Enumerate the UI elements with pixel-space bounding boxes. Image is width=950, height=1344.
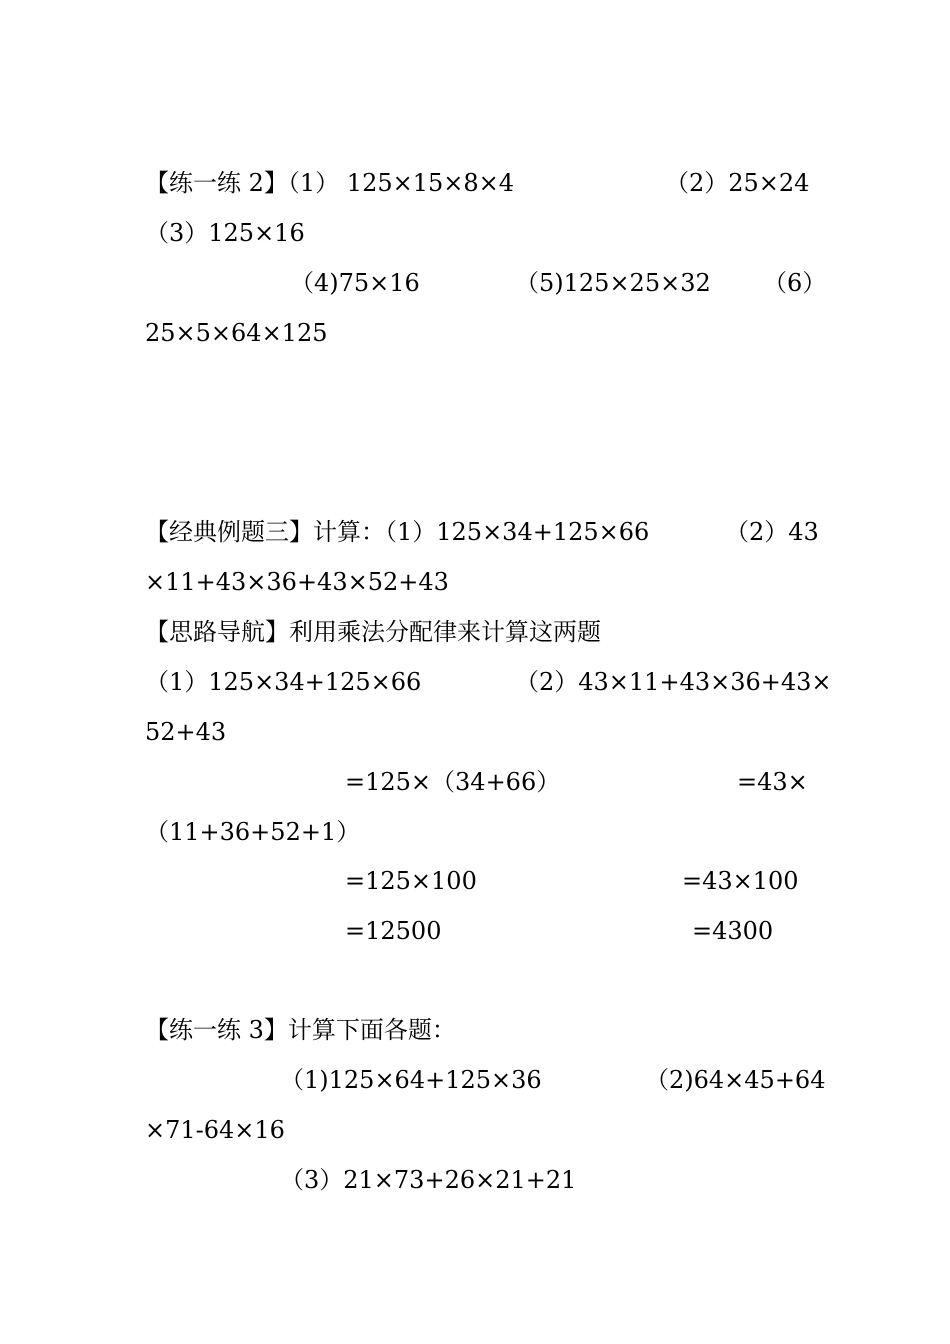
guide-problem2: （2）43×11+43×36+43× — [515, 668, 832, 696]
guide-step2-right: =43×100 — [682, 867, 799, 895]
guide-step3-left: =12500 — [345, 917, 442, 945]
example3-line1-right: （2）43 — [725, 518, 819, 546]
guide-step1-right: =43× — [737, 768, 808, 796]
practice2-line1-left: 【练一练 2】（1） 125×15×8×4 — [145, 169, 515, 197]
practice2-line3-item6: （6） — [763, 269, 827, 297]
guide-step2-left: =125×100 — [345, 867, 477, 895]
practice2-line2: （3）125×16 — [145, 219, 305, 247]
practice2-line4: 25×5×64×125 — [145, 319, 328, 347]
guide-title: 【思路导航】利用乘法分配律来计算这两题 — [145, 618, 601, 646]
practice2-line3-item5: （5)125×25×32 — [515, 269, 711, 297]
guide-step1-left: =125×（34+66） — [345, 768, 561, 796]
guide-problem1: （1）125×34+125×66 — [145, 668, 422, 696]
guide-step1-right-cont: （11+36+52+1） — [145, 818, 361, 846]
practice3-line3: （3）21×73+26×21+21 — [280, 1166, 577, 1194]
guide-problem2-cont: 52+43 — [145, 718, 227, 746]
practice3-line1-item2: （2)64×45+64 — [645, 1066, 826, 1094]
practice2-line3-item4: （4)75×16 — [290, 269, 420, 297]
practice2-line1-right: （2）25×24 — [665, 169, 810, 197]
practice3-line1-item1: （1)125×64+125×36 — [280, 1066, 542, 1094]
practice3-title: 【练一练 3】计算下面各题： — [145, 1016, 456, 1044]
example3-line2: ×11+43×36+43×52+43 — [145, 568, 449, 596]
guide-step3-right: =4300 — [692, 917, 774, 945]
example3-line1-left: 【经典例题三】计算：（1）125×34+125×66 — [145, 518, 650, 546]
practice3-line2: ×71-64×16 — [145, 1116, 285, 1144]
